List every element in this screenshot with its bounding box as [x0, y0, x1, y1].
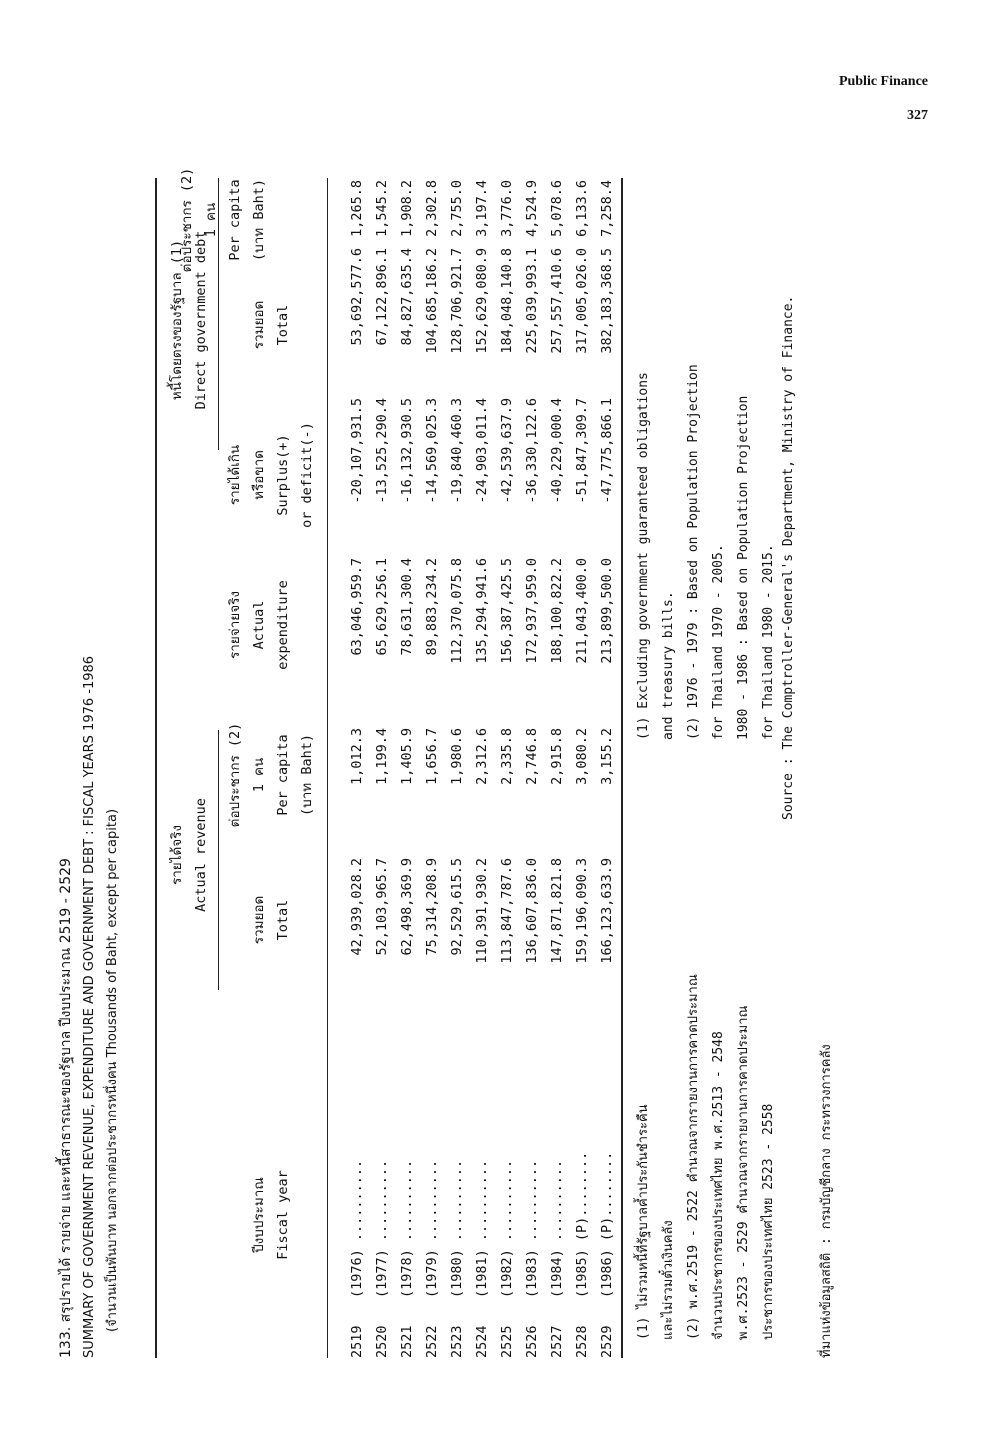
debt-total-cell: 317,005,026.0: [574, 248, 590, 354]
note-th-2b-cont: ประชากรของประเทศไทย 2523 - 2558: [761, 1103, 776, 1340]
col-rev-total-english: Total: [275, 899, 291, 941]
page-number: 327: [907, 108, 928, 123]
surplus-deficit-cell: -40,229,000.4: [549, 398, 565, 504]
table-row: [345, 178, 370, 1358]
year-be-cell: 2529: [599, 1325, 615, 1358]
debt-per-capita-cell: 1,545.2: [374, 180, 390, 237]
title-english: SUMMARY OF GOVERNMENT REVENUE, EXPENDITURE AND GOVERNMENT DEBT : FISCAL YEARS 1976 -1986: [82, 655, 97, 1358]
note-en-1-cont: and treasury bills.: [661, 591, 676, 740]
col-rev-pc-english: Per capita: [275, 734, 291, 816]
year-be-cell: 2523: [449, 1325, 465, 1358]
revenue-per-capita-cell: 1,656.7: [424, 728, 440, 785]
revenue-per-capita-cell: 1,980.6: [449, 728, 465, 785]
revenue-per-capita-cell: 2,335.8: [499, 728, 515, 785]
col-header-surplus-deficit: [223, 400, 319, 550]
source-english: Source : The Comptroller-General's Department, Ministry of Finance.: [781, 295, 796, 820]
expenditure-cell: 211,043,400.0: [574, 558, 590, 664]
expenditure-cell: 112,370,075.8: [449, 558, 465, 664]
col-debt-total-thai: รวมยอด: [251, 300, 267, 350]
revenue-total-cell: 42,939,028.2: [349, 858, 365, 956]
group-revenue-english: Actual revenue: [193, 798, 209, 912]
year-be-cell: 2525: [499, 1325, 515, 1358]
note-en-2: (2) 1976 - 1979 : Based on Population Projection: [686, 364, 701, 740]
surplus-deficit-cell: -24,903,011.4: [474, 398, 490, 504]
revenue-total-cell: 62,498,369.9: [399, 858, 415, 956]
expenditure-cell: 156,387,425.5: [499, 558, 515, 664]
debt-total-cell: 225,039,993.1: [524, 248, 540, 354]
note-th-1: (1) ไม่รวมหนี้ที่รัฐบาลค้ำประกันชำระคืน: [636, 1104, 651, 1340]
top-rule: [155, 178, 157, 1358]
year-be-cell: 2521: [399, 1325, 415, 1358]
revenue-total-cell: 159,196,090.3: [574, 858, 590, 964]
debt-per-capita-cell: 6,133.6: [574, 180, 590, 237]
expenditure-cell: 213,899,500.0: [599, 558, 615, 664]
revenue-total-cell: 52,103,965.7: [374, 858, 390, 956]
year-be-cell: 2522: [424, 1325, 440, 1358]
surplus-deficit-cell: -13,525,290.4: [374, 398, 390, 504]
year-be-cell: 2527: [549, 1325, 565, 1358]
table-row: [395, 178, 420, 1358]
year-be-cell: 2520: [374, 1325, 390, 1358]
revenue-per-capita-cell: 2,746.8: [524, 728, 540, 785]
surplus-deficit-cell: -42,539,637.9: [499, 398, 515, 504]
debt-per-capita-cell: 1,908.2: [399, 180, 415, 237]
col-debt-pc-thai: ต่อประชากร (2): [179, 167, 195, 273]
col-year-thai: ปีงบประมาณ: [251, 1177, 267, 1253]
revenue-per-capita-cell: 3,155.2: [599, 728, 615, 785]
debt-total-cell: 382,183,368.5: [599, 248, 615, 354]
table-row: [420, 178, 445, 1358]
revenue-total-cell: 166,123,633.9: [599, 858, 615, 964]
col-header-revenue-total: [247, 845, 295, 995]
year-ce-cell: (1985) (P)........: [574, 1151, 590, 1298]
col-surplus-english2: or deficit(-): [299, 422, 315, 528]
revenue-total-cell: 113,847,787.6: [499, 858, 515, 964]
col-header-debt-per-capita: [175, 160, 271, 280]
table-row: [495, 178, 520, 1358]
revenue-per-capita-cell: 2,915.8: [549, 728, 565, 785]
col-header-expenditure: [223, 550, 295, 700]
surplus-deficit-cell: -51,847,309.7: [574, 398, 590, 504]
year-ce-cell: (1983) ..........: [524, 1159, 540, 1298]
table-row: [545, 178, 570, 1358]
debt-per-capita-cell: 2,302.8: [424, 180, 440, 237]
note-en-2b-cont: for Thailand 1980 - 2015.: [761, 544, 776, 740]
note-en-1: (1) Excluding government guaranteed obligations: [636, 372, 651, 740]
debt-total-cell: 128,706,921.7: [449, 248, 465, 354]
col-rev-total-thai: รวมยอด: [251, 895, 267, 945]
surplus-deficit-cell: -19,840,460.3: [449, 398, 465, 504]
debt-total-cell: 152,629,080.9: [474, 248, 490, 354]
col-debt-total-english: Total: [275, 304, 291, 346]
note-en-2-cont: for Thailand 1970 - 2005.: [711, 544, 726, 740]
notes-thai: [631, 974, 781, 1340]
table-row: [520, 178, 545, 1358]
year-be-cell: 2524: [474, 1325, 490, 1358]
title-thai: 133. สรุปรายได้ รายจ่าย และหนี้สาธารณะของรัฐบาล ปีงบประมาณ 2519 - 2529: [58, 858, 74, 1358]
revenue-per-capita-cell: 2,312.6: [474, 728, 490, 785]
col-debt-pc-unit: (บาท Baht): [251, 179, 267, 261]
expenditure-cell: 65,629,256.1: [374, 558, 390, 656]
year-be-cell: 2528: [574, 1325, 590, 1358]
expenditure-cell: 172,937,959.0: [524, 558, 540, 664]
note-th-2b: พ.ศ.2523 - 2529 คำนวณจากรายงานการคาดประมาณ: [736, 1005, 751, 1340]
notes-english: [631, 364, 781, 740]
revenue-per-capita-cell: 3,080.2: [574, 728, 590, 785]
revenue-total-cell: 92,529,615.5: [449, 858, 465, 956]
revenue-per-capita-cell: 1,199.4: [374, 728, 390, 785]
debt-total-cell: 104,685,186.2: [424, 248, 440, 354]
running-header-section: Public Finance: [838, 74, 928, 89]
year-be-cell: 2526: [524, 1325, 540, 1358]
debt-total-cell: 84,827,635.4: [399, 248, 415, 346]
note-en-2b: 1980 - 1986 : Based on Population Projection: [736, 395, 751, 740]
table-row: [595, 178, 620, 1358]
revenue-per-capita-cell: 1,012.3: [349, 728, 365, 785]
debt-per-capita-cell: 5,078.6: [549, 180, 565, 237]
col-debt-pc-thai2: 1 คน: [203, 202, 219, 238]
col-exp-english2: expenditure: [275, 580, 291, 670]
col-debt-pc-english: Per capita: [227, 179, 243, 261]
year-ce-cell: (1986) (P)........: [599, 1151, 615, 1298]
source-thai: ที่มาแห่งข้อมูลสถิติ : กรมบัญชีกลาง กระทรวงการคลัง: [819, 1044, 834, 1358]
expenditure-cell: 89,883,234.2: [424, 558, 440, 656]
debt-per-capita-cell: 7,258.4: [599, 180, 615, 237]
year-ce-cell: (1977) ..........: [374, 1159, 390, 1298]
group-header-revenue: [165, 740, 213, 970]
year-ce-cell: (1984) ..........: [549, 1159, 565, 1298]
table-row: [470, 178, 495, 1358]
revenue-total-cell: 75,314,208.9: [424, 858, 440, 956]
expenditure-cell: 135,294,941.6: [474, 558, 490, 664]
col-exp-english: Actual: [251, 600, 267, 650]
group-debt-english: Direct government debt: [193, 230, 209, 410]
note-th-1-cont: และไม่รวมตั๋วเงินคลัง: [661, 1220, 676, 1340]
rotated-table-page: [55, 150, 895, 1380]
debt-total-cell: 67,122,896.1: [374, 248, 390, 346]
revenue-total-cell: 136,607,836.0: [524, 858, 540, 964]
revenue-total-cell: 147,871,821.8: [549, 858, 565, 964]
year-be-cell: 2519: [349, 1325, 365, 1358]
revenue-total-cell: 110,391,930.2: [474, 858, 490, 964]
note-th-2: (2) พ.ศ.2519 - 2522 คำนวณจากรายงานการคาดประมาณ: [686, 974, 701, 1340]
surplus-deficit-cell: -16,132,930.5: [399, 398, 415, 504]
debt-per-capita-cell: 2,755.0: [449, 180, 465, 237]
revenue-per-capita-cell: 1,405.9: [399, 728, 415, 785]
title-units: (จำนวนเป็นพันบาท นอกจากต่อประชากรหนึ่งคน Thousands of Baht, except per capita): [105, 808, 120, 1332]
table-row: [570, 178, 595, 1358]
debt-per-capita-cell: 3,197.4: [474, 180, 490, 237]
debt-total-cell: 53,692,577.6: [349, 248, 365, 346]
expenditure-cell: 63,046,959.7: [349, 558, 365, 656]
year-ce-cell: (1976) ..........: [349, 1159, 365, 1298]
header-rule: [327, 178, 328, 1358]
table-row: [370, 178, 395, 1358]
debt-per-capita-cell: 3,776.0: [499, 180, 515, 237]
surplus-deficit-cell: -20,107,931.5: [349, 398, 365, 504]
col-exp-thai: รายจ่ายจริง: [227, 591, 243, 659]
debt-per-capita-cell: 4,524.9: [524, 180, 540, 237]
year-ce-cell: (1978) ..........: [399, 1159, 415, 1298]
col-header-year: [247, 1110, 295, 1320]
col-surplus-thai2: หรือขาด: [251, 450, 267, 500]
year-ce-cell: (1979) ..........: [424, 1159, 440, 1298]
debt-total-cell: 184,048,140.8: [499, 248, 515, 354]
col-rev-pc-unit: (บาท Baht): [299, 734, 315, 816]
year-ce-cell: (1982) ..........: [499, 1159, 515, 1298]
group-debt-thai: หนี้โดยตรงของรัฐบาล (1): [169, 239, 185, 401]
col-surplus-thai: รายได้เกิน: [227, 444, 243, 506]
year-ce-cell: (1980) ..........: [449, 1159, 465, 1298]
expenditure-cell: 78,631,300.4: [399, 558, 415, 656]
table-row: [445, 178, 470, 1358]
year-ce-cell: (1981) ..........: [474, 1159, 490, 1298]
surplus-deficit-cell: -36,330,122.6: [524, 398, 540, 504]
col-header-revenue-per-capita: [223, 705, 319, 845]
col-year-english: Fiscal year: [275, 1170, 291, 1260]
debt-total-cell: 257,557,410.6: [549, 248, 565, 354]
col-surplus-english: Surplus(+): [275, 434, 291, 516]
expenditure-cell: 188,100,822.2: [549, 558, 565, 664]
revenue-group-rule: [218, 730, 219, 990]
surplus-deficit-cell: -14,569,025.3: [424, 398, 440, 504]
bottom-rule: [621, 178, 623, 1358]
debt-per-capita-cell: 1,265.8: [349, 180, 365, 237]
col-rev-pc-thai: ต่อประชากร (2): [227, 722, 243, 828]
col-rev-pc-thai2: 1 คน: [251, 757, 267, 793]
table-title: [55, 656, 124, 1358]
note-th-2-cont: จำนวนประชากรของประเทศไทย พ.ศ.2513 - 2548: [711, 1031, 726, 1340]
group-revenue-thai: รายได้จริง: [169, 824, 185, 886]
surplus-deficit-cell: -47,775,866.1: [599, 398, 615, 504]
